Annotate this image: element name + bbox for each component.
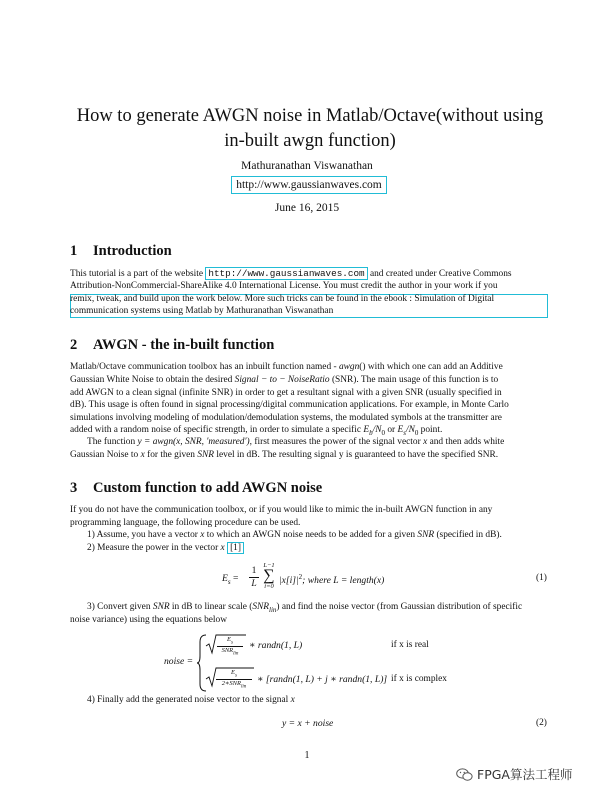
sec2-line-6: added with a random noise of specific strength, in order to simulate a specific $E_b/N_0$ or $E_s/N_0$ point. bbox=[70, 425, 443, 437]
ebook-link-part2[interactable]: communication systems using Matlab by Mathuranathan Viswanathan bbox=[70, 306, 334, 316]
sec3-line-2: programming language, the following procedure can be used. bbox=[70, 518, 301, 528]
sec2-line-1: Matlab/Octave communication toolbox has an inbuilt function named - awgn() with which one can add an Additive bbox=[70, 362, 503, 372]
eq1-summation: L−1 ∑ i=0 bbox=[263, 562, 275, 590]
equation-2: y = x + noise bbox=[282, 718, 334, 729]
sec2-line-5: simulations involving modeling of modulation/demodulation systems, the modulated symbols at the transmitter are bbox=[70, 413, 502, 423]
sec2-line-3: add AWGN to a clean signal (infinite SNR) in order to get a resultant signal with a given SNR (usually specified in bbox=[70, 388, 502, 398]
paper-date: June 16, 2015 bbox=[274, 202, 340, 214]
step-3-cont: noise variance) using the equations below bbox=[70, 615, 227, 625]
ebook-link-part1[interactable]: Simulation of Digital bbox=[414, 294, 495, 304]
equation-1-number: (1) bbox=[536, 573, 547, 583]
paper-title: How to generate AWGN noise in Matlab/Octave(without using in-built awgn function) bbox=[76, 106, 544, 151]
wechat-watermark: FPGA算法工程师 bbox=[456, 765, 572, 783]
case2-tail: ∗ [randn(1, L) + j ∗ randn(1, L)] bbox=[257, 674, 388, 685]
sec2-line-4: dB). This usage is often found in signal processing/digital communication applications. For example, in Monte Carlo bbox=[70, 400, 509, 410]
case1-tail: ∗ randn(1, L) bbox=[249, 640, 303, 651]
equation-1: $E_s$ = bbox=[222, 573, 239, 586]
sec2-line-2: Gaussian White Noise to obtain the desired Signal − to − NoiseRatio (SNR). The main usage of this function is to bbox=[70, 375, 499, 385]
intro-line-2: Attribution-NonCommercial-ShareAlike 4.0 International License. You must credit the author in your work if you bbox=[70, 281, 498, 291]
sec2-line-8: Gaussian Noise to x for the given SNR level in dB. The resulting signal y is guaranteed to have the specified SNR. bbox=[70, 450, 499, 460]
page-number: 1 bbox=[304, 750, 310, 761]
wechat-icon bbox=[456, 768, 473, 781]
author-url-link[interactable]: http://www.gaussianwaves.com bbox=[231, 176, 387, 194]
website-link[interactable]: http://www.gaussianwaves.com bbox=[205, 267, 367, 280]
intro-line-3: remix, tweak, and build upon the work below. More such tricks can be found in the ebook : Simulation of Digital bbox=[70, 294, 495, 304]
section-heading-awgn-inbuilt: 2 AWGN - the in-built function bbox=[70, 337, 275, 353]
eq1-fraction: 1 L bbox=[249, 565, 259, 589]
case2-fraction: $E_s$ $2∗SNR_{lin}$ bbox=[216, 669, 252, 691]
equation-2-number: (2) bbox=[536, 718, 547, 728]
intro-line-1: This tutorial is a part of the website http://www.gaussianwaves.com and created under Creative Commons bbox=[70, 268, 512, 279]
step-3: 3) Convert given SNR in dB to linear scale $(SNR_{lin})$ and find the noise vector (from Gaussian distribution of specific bbox=[87, 602, 523, 614]
case1-condition: if x is real bbox=[391, 640, 429, 650]
step-2: 2) Measure the power in the vector x [1] bbox=[87, 543, 244, 553]
author-name: Mathuranathan Viswanathan bbox=[241, 160, 373, 172]
sec2-line-7: The function y = awgn(x, SNR, ′measured′), first measures the power of the signal vector x and then adds white bbox=[87, 437, 505, 447]
case2-condition: if x is complex bbox=[391, 674, 447, 684]
section-heading-introduction: 1 Introduction bbox=[70, 243, 172, 259]
citation-link[interactable]: [1] bbox=[227, 542, 244, 554]
noise-lhs: noise = bbox=[164, 656, 194, 667]
eq1-body: $|x[i]|^2$; where L = length(x) bbox=[279, 573, 385, 587]
step-1: 1) Assume, you have a vector x to which an AWGN noise needs to be added for a given SNR (specified in dB). bbox=[87, 530, 502, 540]
step-4: 4) Finally add the generated noise vector to the signal x bbox=[87, 695, 295, 705]
case1-fraction: $E_s$ $SNR_{lin}$ bbox=[217, 636, 243, 658]
section-heading-custom-awgn: 3 Custom function to add AWGN noise bbox=[70, 480, 323, 496]
sec3-line-1: If you do not have the communication toolbox, or if you would like to mimic the in-built AWGN function in any bbox=[70, 505, 493, 515]
